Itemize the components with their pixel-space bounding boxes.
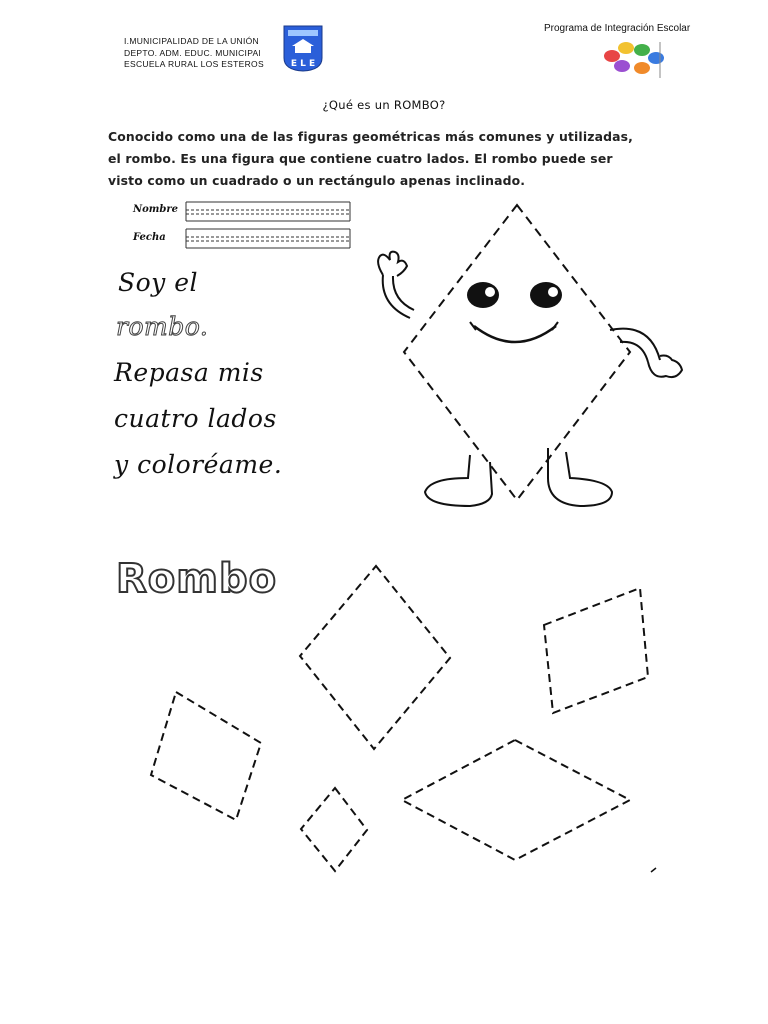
paragraph-line-3: visto como un cuadrado o un rectángulo apenas inclinado. [108, 173, 526, 188]
cursive-line-cuatro-lados: cuatro lados [114, 404, 277, 433]
left-eye [467, 282, 499, 308]
header-line-municipality: I.MUNICIPALIDAD DE LA UNIÓN [124, 36, 259, 46]
page-title: ¿Qué es un ROMBO? [322, 98, 446, 112]
left-arm [383, 275, 414, 318]
dashed-rhombus-tall[interactable] [300, 566, 450, 749]
rhombus-character [378, 205, 682, 506]
program-title: Programa de Integración Escolar [544, 23, 691, 34]
date-label: Fecha [133, 232, 166, 243]
cursive-line-rombo-trace: rombo. [116, 312, 209, 341]
dashed-rhombus-small[interactable] [301, 788, 367, 871]
dashed-rhombus-wide[interactable] [402, 740, 630, 860]
paragraph-line-2: el rombo. Es una figura que contiene cuatro lados. El rombo puede ser [108, 151, 613, 166]
right-eye [530, 282, 562, 308]
header-line-school: ESCUELA RURAL LOS ESTEROS [124, 59, 264, 69]
rombo-section-title: Rombo [116, 556, 278, 602]
name-field[interactable] [186, 202, 350, 221]
cursive-line-coloreame: y coloréame. [114, 450, 283, 479]
left-hand [378, 252, 407, 276]
dashed-rhombus-right[interactable] [544, 588, 648, 713]
school-logo-text: E L E [290, 59, 316, 69]
right-arm [610, 329, 660, 362]
right-foot [548, 448, 612, 506]
right-hand [648, 356, 682, 378]
stray-mark [651, 868, 656, 872]
name-label: Nombre [133, 204, 179, 215]
date-field[interactable] [186, 229, 350, 248]
cursive-line-repasa: Repasa mis [114, 358, 264, 387]
smile [474, 326, 556, 342]
left-foot [425, 455, 492, 506]
cursive-line-soy-el: Soy el [118, 268, 199, 297]
header-line-department: DEPTO. ADM. EDUC. MUNICIPAl [124, 47, 261, 58]
dashed-rhombus-left[interactable] [151, 692, 261, 820]
paragraph-line-1: Conocido como una de las figuras geométricas más comunes y utilizadas, [108, 129, 634, 144]
character-dashed-body [404, 205, 630, 500]
